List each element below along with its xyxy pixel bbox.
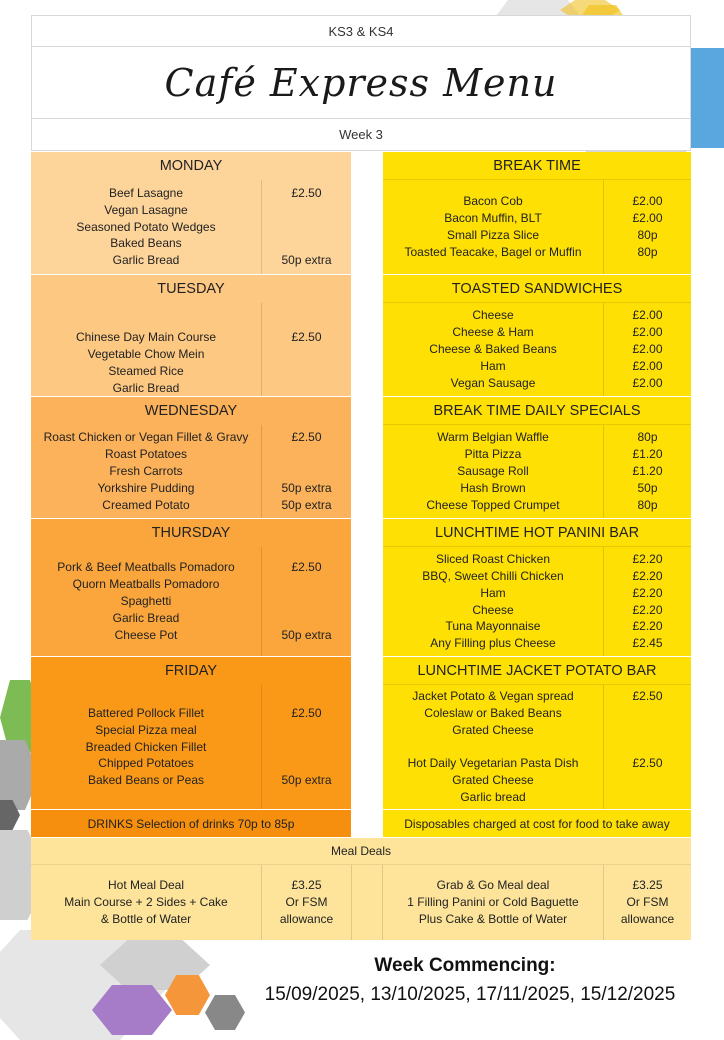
price: 50p extra [281, 773, 332, 788]
tuesday-prices [261, 303, 351, 396]
section-header-break-time-daily-specials: BREAK TIME DAILY SPECIALS [383, 397, 691, 425]
audience-label: KS3 & KS4 [328, 23, 394, 39]
list-item: Spaghetti [120, 594, 172, 609]
list-item: Vegetable Chow Mein [87, 346, 205, 361]
price: allowance [279, 911, 334, 926]
price: £2.20 [632, 602, 663, 617]
list-item: Breaded Chicken Fillet [85, 739, 207, 754]
drinks-note: DRINKS Selection of drinks 70p to 85p [31, 810, 351, 837]
list-item: Hot Daily Vegetarian Pasta Dish [407, 756, 579, 771]
hot-meal-deal [31, 865, 261, 940]
list-item: Grated Cheese [452, 773, 534, 788]
day-header-tuesday: TUESDAY [31, 275, 351, 303]
day-header-monday: MONDAY [31, 152, 351, 180]
list-item: Tuna Mayonnaise [445, 619, 541, 634]
price: Or FSM [626, 895, 669, 910]
break-time-prices [603, 180, 691, 274]
grab-and-go-deal [383, 865, 603, 940]
week-row [31, 119, 691, 151]
list-item: Hot Meal Deal [107, 878, 185, 893]
meal-deals-header: Meal Deals [31, 838, 691, 865]
list-item: Toasted Teacake, Bagel or Muffin [404, 244, 582, 259]
column-gap [351, 274, 383, 396]
list-item: Roast Potatoes [104, 447, 188, 462]
disposables-note: Disposables charged at cost for food to take away [383, 810, 691, 837]
price: 50p extra [281, 480, 332, 495]
list-item: Sliced Roast Chicken [435, 551, 551, 566]
panini-bar-prices [603, 547, 691, 656]
monday-prices [261, 180, 351, 274]
section-header-break-time: BREAK TIME [383, 152, 691, 180]
price: £2.20 [632, 585, 663, 600]
tuesday-items [31, 303, 261, 396]
list-item: Ham [480, 585, 506, 600]
list-item: Cheese & Ham [452, 325, 534, 340]
list-item: Steamed Rice [108, 363, 184, 378]
daily-specials-prices [603, 425, 691, 518]
price: 50p extra [281, 253, 332, 268]
list-item: Quorn Meatballs Pomadoro [72, 577, 220, 592]
page-title: Café Express Menu [164, 60, 558, 105]
list-item: Cheese [472, 308, 514, 323]
price: 50p extra [281, 497, 332, 512]
price: £2.50 [632, 756, 663, 771]
list-item: Warm Belgian Waffle [437, 430, 549, 445]
price: £2.50 [632, 688, 663, 703]
list-item: Fresh Carrots [109, 464, 183, 479]
list-item: 1 Filling Panini or Cold Baguette [407, 895, 579, 910]
list-item: Main Course + 2 Sides + Cake [64, 895, 228, 910]
list-item: Cheese & Baked Beans [429, 342, 557, 357]
list-item: Bacon Muffin, BLT [444, 211, 542, 226]
list-item: Plus Cake & Bottle of Water [418, 911, 568, 926]
break-time-items [383, 180, 603, 274]
column-gap [351, 152, 383, 274]
grab-and-go-deal-price [603, 865, 691, 940]
list-item: Vegan Lasagne [104, 202, 188, 217]
price: 80p [637, 244, 658, 259]
list-item: Coleslaw or Baked Beans [424, 705, 562, 720]
column-gap [351, 810, 383, 837]
list-item: Battered Pollock Fillet [87, 705, 205, 720]
price: 80p [637, 430, 658, 445]
friday-items [31, 685, 261, 809]
price: £2.00 [632, 375, 663, 390]
week-label: Week 3 [339, 127, 383, 142]
toasted-sandwiches-prices [603, 303, 691, 396]
price: £1.20 [632, 447, 663, 462]
list-item: Small Pizza Slice [446, 228, 540, 242]
list-item: Grab & Go Meal deal [436, 878, 550, 893]
list-item: Pitta Pizza [464, 447, 522, 462]
price: £2.50 [291, 185, 322, 200]
price: allowance [620, 911, 675, 926]
list-item: Ham [480, 358, 506, 373]
monday-items [31, 180, 261, 274]
price: £2.20 [632, 619, 663, 634]
price: £2.20 [632, 551, 663, 566]
list-item: Chipped Potatoes [98, 756, 194, 771]
day-header-thursday: THURSDAY [31, 519, 351, 547]
list-item: Hash Brown [460, 480, 526, 495]
friday-prices [261, 685, 351, 809]
thursday-items [31, 547, 261, 656]
price: £2.50 [291, 560, 322, 575]
list-item: Creamed Potato [102, 497, 190, 512]
price: 50p extra [281, 627, 332, 642]
price: £2.00 [632, 194, 663, 209]
list-item: BBQ, Sweet Chilli Chicken [422, 568, 564, 583]
list-item: & Bottle of Water [100, 911, 192, 926]
column-gap [351, 396, 383, 518]
week-commencing-label: Week Commencing: [374, 955, 556, 976]
list-item: Jacket Potato & Vegan spread [412, 688, 574, 703]
list-item: Cheese Pot [114, 627, 178, 642]
price: £2.20 [632, 568, 663, 583]
title-row [31, 47, 691, 119]
list-item: Roast Chicken or Vegan Fillet & Gravy [43, 430, 249, 445]
section-header-toasted-sandwiches: TOASTED SANDWICHES [383, 275, 691, 303]
audience-row [31, 15, 691, 47]
list-item: Cheese Topped Crumpet [426, 497, 560, 512]
section-header-jacket-potato-bar: LUNCHTIME JACKET POTATO BAR [383, 657, 691, 685]
column-gap [351, 518, 383, 656]
list-item: Grated Cheese [452, 722, 534, 737]
daily-specials-items [383, 425, 603, 518]
list-item: Garlic Bread [112, 610, 180, 625]
price: £2.50 [291, 705, 322, 720]
column-gap [351, 865, 383, 940]
column-gap [351, 656, 383, 809]
price: £2.00 [632, 211, 663, 226]
wednesday-items [31, 425, 261, 518]
price: £1.20 [632, 464, 663, 479]
price: 80p [637, 497, 658, 512]
price: £2.00 [632, 325, 663, 340]
list-item: Chinese Day Main Course [75, 330, 217, 344]
list-item: Pork & Beef Meatballs Pomadoro [57, 560, 235, 575]
day-header-friday: FRIDAY [31, 657, 351, 685]
day-header-wednesday: WEDNESDAY [31, 397, 351, 425]
list-item: Garlic Bread [112, 380, 180, 395]
list-item: Yorkshire Pudding [97, 480, 195, 495]
thursday-prices [261, 547, 351, 656]
list-item: Garlic bread [460, 790, 526, 805]
price: £3.25 [632, 878, 663, 893]
jacket-potato-prices [603, 685, 691, 809]
list-item: Baked Beans or Peas [87, 773, 205, 788]
list-item: Bacon Cob [463, 194, 523, 209]
price: Or FSM [285, 895, 328, 910]
price: £2.50 [291, 330, 322, 344]
section-header-hot-panini-bar: LUNCHTIME HOT PANINI BAR [383, 519, 691, 547]
list-item: Baked Beans [110, 236, 182, 251]
price: £3.25 [291, 878, 322, 893]
toasted-sandwiches-items [383, 303, 603, 396]
price: 80p [637, 228, 658, 242]
hot-meal-deal-price [261, 865, 351, 940]
list-item: Any Filling plus Cheese [430, 636, 556, 651]
list-item: Beef Lasagne [108, 185, 184, 200]
jacket-potato-items [383, 685, 603, 809]
list-item: Vegan Sausage [450, 375, 536, 390]
list-item: Cheese [472, 602, 514, 617]
list-item: Sausage Roll [457, 464, 529, 479]
menu-table [31, 15, 691, 940]
price: £2.00 [632, 358, 663, 373]
price: £2.45 [632, 636, 663, 651]
price: £2.50 [291, 430, 322, 445]
price: 50p [637, 480, 658, 495]
wednesday-prices [261, 425, 351, 518]
price: £2.00 [632, 342, 663, 357]
week-commencing-dates: 15/09/2025, 13/10/2025, 17/11/2025, 15/12/2025 [264, 984, 676, 1005]
list-item: Seasoned Potato Wedges [76, 219, 216, 234]
decor-hexagon [205, 995, 245, 1030]
list-item: Special Pizza meal [95, 722, 197, 737]
panini-bar-items [383, 547, 603, 656]
price: £2.00 [632, 308, 663, 323]
list-item: Garlic Bread [112, 253, 180, 268]
